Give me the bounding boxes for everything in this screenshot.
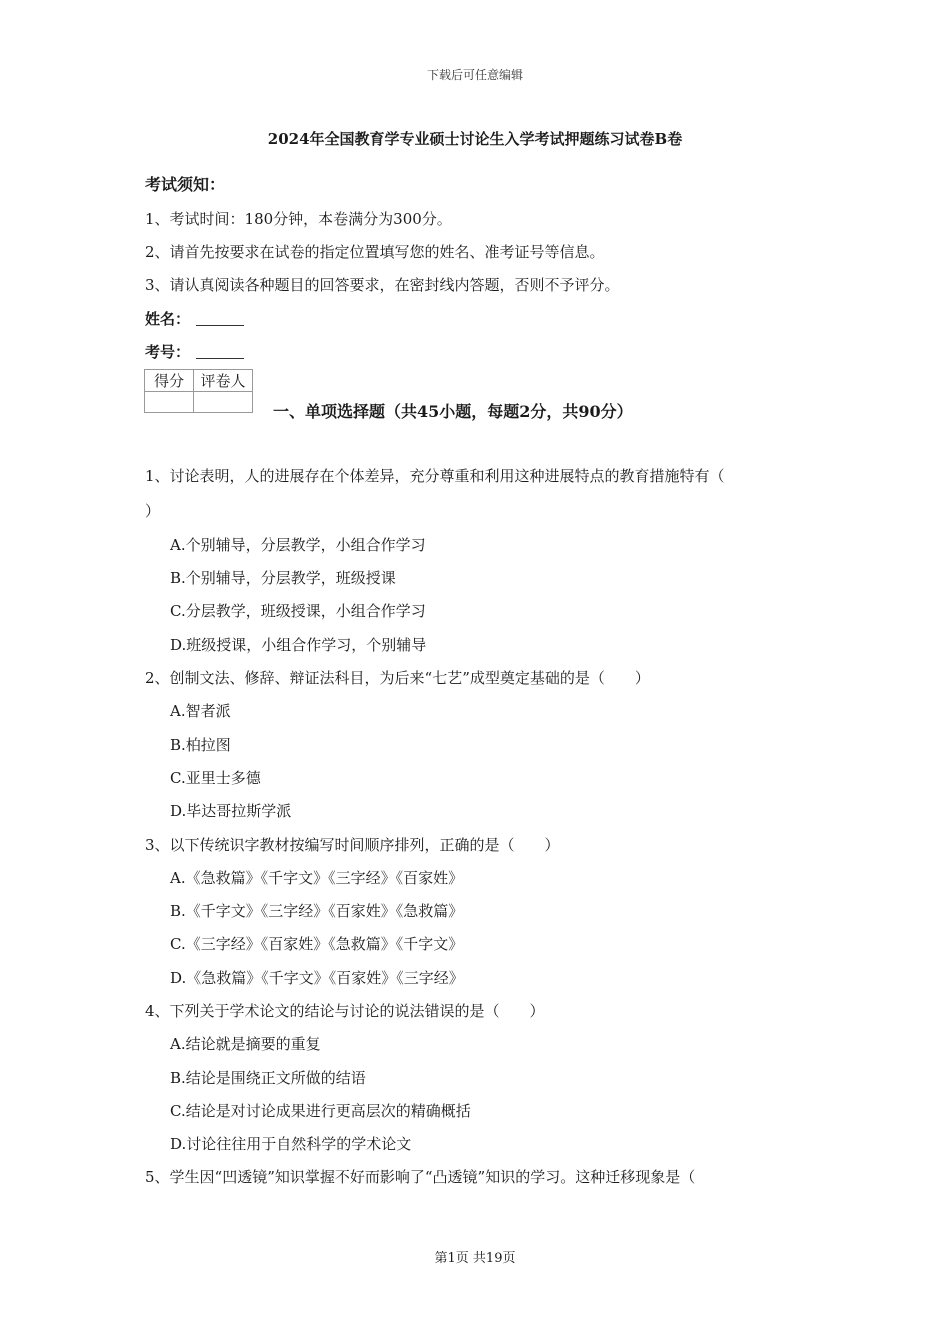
option: D.班级授课，小组合作学习，个别辅导 <box>170 636 427 654</box>
id-blank[interactable] <box>196 344 244 359</box>
section-title: 一、单项选择题（共45小题，每题2分，共90分） <box>273 402 633 421</box>
question-stem: 3、以下传统识字教材按编写时间顺序排列，正确的是（ ） <box>145 836 560 854</box>
question-stem: 5、学生因“凹透镜”知识掌握不好而影响了“凸透镜”知识的学习。这种迁移现象是（ <box>145 1168 696 1186</box>
option: A.智者派 <box>170 702 231 720</box>
notice-item: 2、请首先按要求在试卷的指定位置填写您的姓名、准考证号等信息。 <box>145 243 605 261</box>
option: B.柏拉图 <box>170 736 231 754</box>
option: C.分层教学，班级授课，小组合作学习 <box>170 602 426 620</box>
id-label: 考号： <box>145 343 191 361</box>
option: B.《千字文》《三字经》《百家姓》《急救篇》 <box>170 902 464 920</box>
score-table <box>144 369 253 413</box>
notice-item: 1、考试时间：180分钟，本卷满分为300分。 <box>145 210 452 228</box>
option: C.结论是对讨论成果进行更高层次的精确概括 <box>170 1102 471 1120</box>
option: D.讨论往往用于自然科学的学术论文 <box>170 1135 412 1153</box>
option: B.结论是围绕正文所做的结语 <box>170 1069 366 1087</box>
question-stem-cont: ） <box>145 502 161 520</box>
option: A.结论就是摘要的重复 <box>170 1035 321 1053</box>
option: B.个别辅导，分层教学，班级授课 <box>170 569 396 587</box>
question-stem: 1、讨论表明，人的进展存在个体差异，充分尊重和利用这种进展特点的教育措施特有（ <box>145 467 725 485</box>
name-label: 姓名： <box>145 310 191 328</box>
score-header: 得分 <box>145 370 194 392</box>
option: A.《急救篇》《千字文》《三字经》《百家姓》 <box>170 869 464 887</box>
option: A.个别辅导，分层教学，小组合作学习 <box>170 536 426 554</box>
grader-header: 评卷人 <box>194 370 253 392</box>
score-cell[interactable] <box>145 392 194 413</box>
option: C.亚里士多德 <box>170 769 261 787</box>
question-stem: 2、创制文法、修辞、辩证法科目，为后来“七艺”成型奠定基础的是（ ） <box>145 669 650 687</box>
id-field <box>145 341 244 362</box>
notice-heading: 考试须知： <box>145 175 226 194</box>
page-header: 下载后可任意编辑 <box>426 68 523 82</box>
option: D.《急救篇》《千字文》《百家姓》《三字经》 <box>170 969 464 987</box>
name-field <box>145 308 244 329</box>
option: C.《三字经》《百家姓》《急救篇》《千字文》 <box>170 935 464 953</box>
option: D.毕达哥拉斯学派 <box>170 802 292 820</box>
name-blank[interactable] <box>196 311 244 326</box>
exam-title: 2024年全国教育学专业硕士讨论生入学考试押题练习试卷B卷 <box>267 130 683 148</box>
notice-item: 3、请认真阅读各种题目的回答要求，在密封线内答题，否则不予评分。 <box>145 276 620 294</box>
page-footer: 第1页 共19页 <box>434 1251 516 1266</box>
grader-cell[interactable] <box>194 392 253 413</box>
question-stem: 4、下列关于学术论文的结论与讨论的说法错误的是（ ） <box>145 1002 545 1020</box>
